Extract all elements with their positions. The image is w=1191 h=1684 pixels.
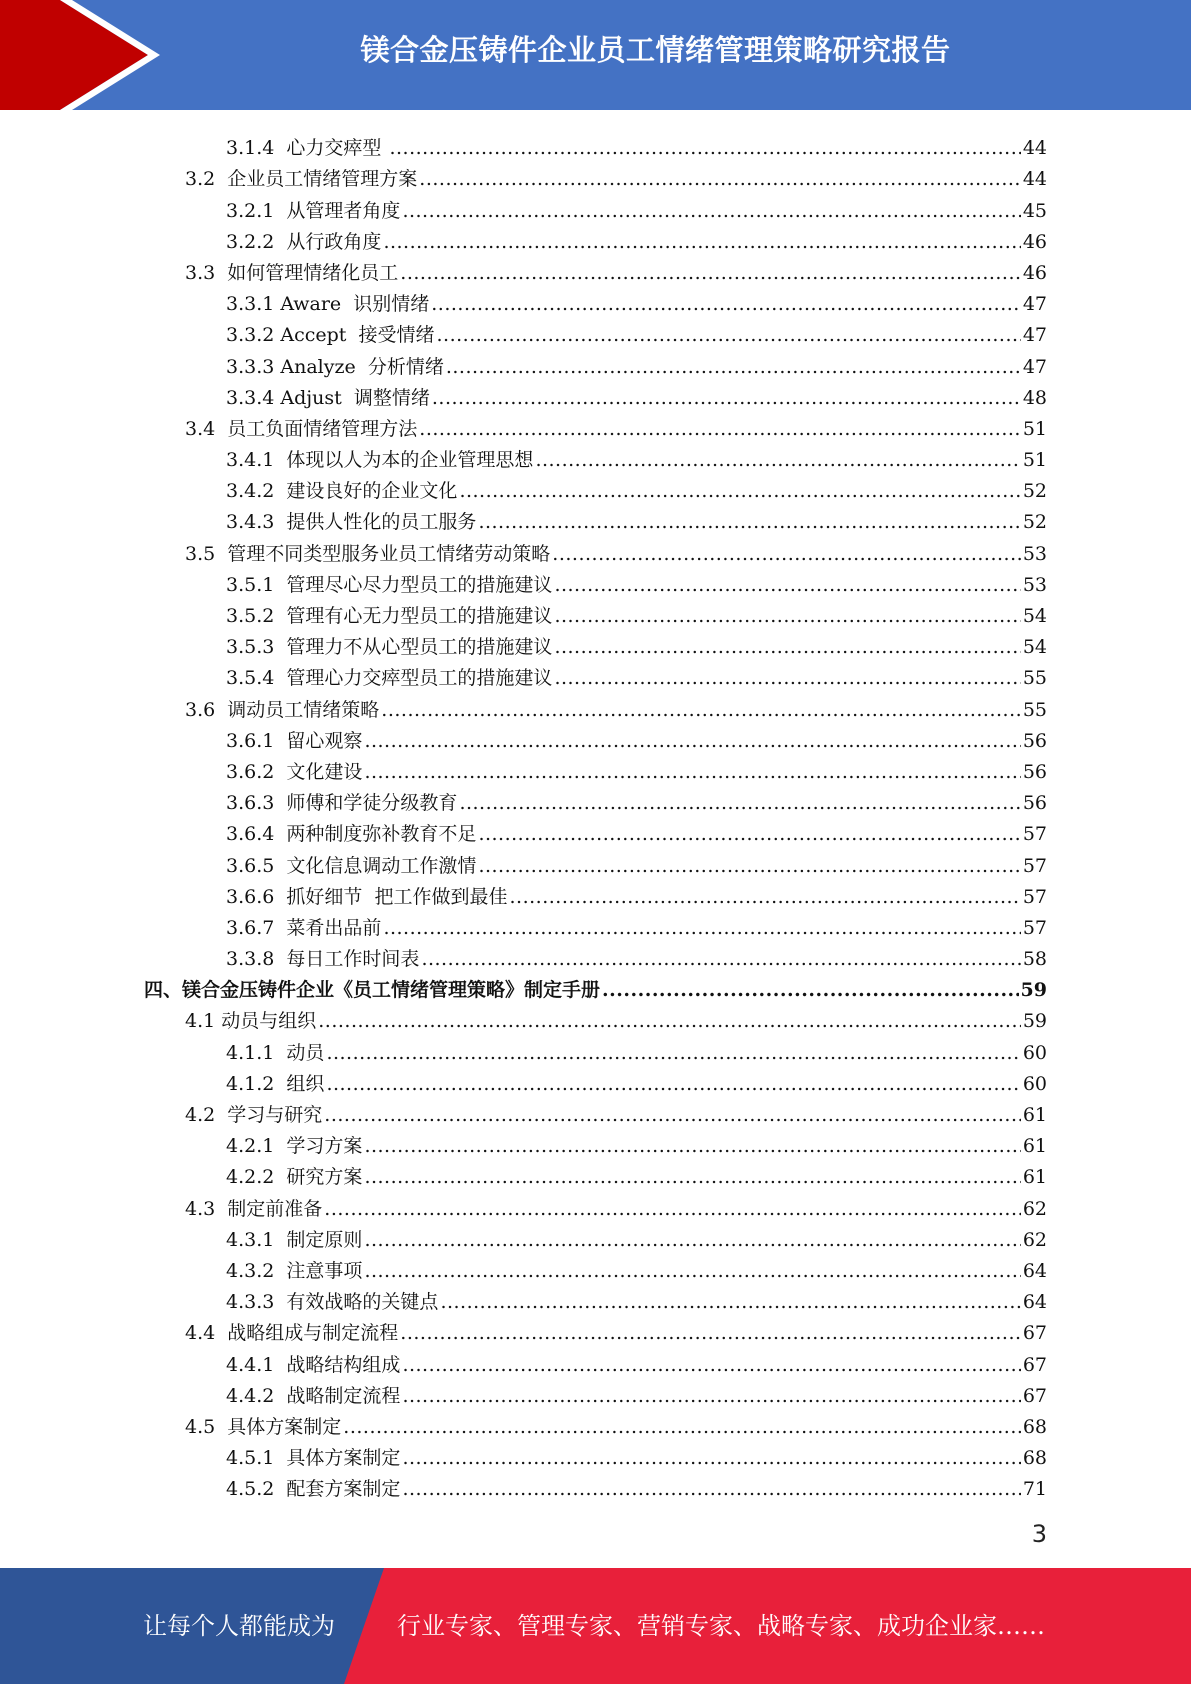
toc-dot-leader (402, 1353, 1020, 1377)
toc-entry-page: 56 (1022, 729, 1047, 752)
toc-dot-leader (402, 1446, 1020, 1470)
toc-entry[interactable] (0, 1002, 1191, 1033)
toc-entry[interactable] (0, 878, 1191, 909)
toc-entry-page: 55 (1022, 698, 1047, 721)
toc-entry-page: 47 (1022, 293, 1047, 316)
toc-entry[interactable] (0, 784, 1191, 815)
toc-entry-page: 52 (1022, 480, 1047, 503)
toc-dot-leader (364, 1228, 1020, 1252)
toc-entry[interactable] (0, 690, 1191, 721)
toc-dot-leader (554, 635, 1020, 659)
toc-entry-title: 3.3.4 Adjust 调整情绪 (226, 386, 430, 409)
toc-entry[interactable] (0, 1377, 1191, 1408)
toc-entry-title: 4.4.2 战略制定流程 (226, 1384, 401, 1407)
toc-entry[interactable] (0, 254, 1191, 285)
toc-entry-title: 3.5 管理不同类型服务业员工情绪劳动策略 (185, 542, 551, 565)
toc-dot-leader (402, 1477, 1020, 1501)
toc-entry-title: 3.4.3 提供人性化的员工服务 (226, 511, 477, 534)
toc-entry-title: 3.5.3 管理力不从心型员工的措施建议 (226, 636, 553, 659)
toc-entry-page: 48 (1022, 386, 1047, 409)
toc-entry[interactable] (0, 316, 1191, 347)
report-title: 镁合金压铸件企业员工情绪管理策略研究报告 (360, 33, 951, 67)
toc-dot-leader (381, 698, 1021, 722)
footer-slogan-left: 让每个人都能成为 (143, 1612, 335, 1640)
toc-entry-title: 3.4.1 体现以人为本的企业管理思想 (226, 449, 534, 472)
toc-entry[interactable] (0, 659, 1191, 690)
toc-entry-page: 46 (1022, 230, 1047, 253)
toc-entry-page: 58 (1022, 948, 1047, 971)
toc-dot-leader (326, 1072, 1020, 1096)
toc-entry-page: 47 (1022, 324, 1047, 347)
toc-entry-title: 3.3.2 Accept 接受情绪 (226, 324, 435, 347)
toc-entry[interactable] (0, 722, 1191, 753)
page-number: 3 (1031, 1520, 1047, 1548)
toc-entry[interactable] (0, 1221, 1191, 1252)
toc-entry[interactable] (0, 1096, 1191, 1127)
toc-entry[interactable] (0, 223, 1191, 254)
toc-entry[interactable] (0, 971, 1191, 1002)
toc-entry[interactable] (0, 597, 1191, 628)
toc-entry-title: 3.3 如何管理情绪化员工 (185, 261, 399, 284)
toc-dot-leader (324, 1103, 1021, 1127)
toc-dot-leader (383, 230, 1020, 254)
toc-entry-page: 56 (1022, 760, 1047, 783)
toc-entry-title: 3.3.8 每日工作时间表 (226, 948, 420, 971)
toc-dot-leader (459, 791, 1020, 815)
toc-entry-title: 3.6.6 抓好细节 把工作做到最佳 (226, 885, 508, 908)
toc-dot-leader (554, 666, 1020, 690)
toc-entry-page: 57 (1022, 916, 1047, 939)
toc-entry-page: 45 (1022, 199, 1047, 222)
toc-entry[interactable] (0, 410, 1191, 441)
toc-entry[interactable] (0, 441, 1191, 472)
toc-entry-title: 3.2 企业员工情绪管理方案 (185, 168, 418, 191)
toc-dot-leader (402, 199, 1020, 223)
toc-dot-leader (554, 604, 1020, 628)
toc-entry-page: 62 (1022, 1228, 1047, 1251)
toc-dot-leader (383, 916, 1020, 940)
toc-dot-leader (478, 510, 1020, 534)
toc-dot-leader (421, 947, 1020, 971)
toc-entry-title: 3.5.2 管理有心无力型员工的措施建议 (226, 605, 553, 627)
toc-entry-page: 61 (1022, 1135, 1047, 1158)
toc-entry-page: 55 (1022, 667, 1047, 690)
toc-dot-leader (364, 1134, 1020, 1158)
toc-entry-page: 47 (1022, 355, 1047, 378)
toc-entry-page: 68 (1022, 1447, 1047, 1470)
toc-entry-title: 3.2.1 从管理者角度 (226, 199, 401, 222)
toc-entry-title: 4.1.1 动员 (226, 1041, 325, 1064)
toc-dot-leader (535, 448, 1020, 472)
toc-entry-title: 4.3.3 有效战略的关键点 (226, 1291, 439, 1314)
toc-entry-page: 59 (1022, 1010, 1047, 1033)
toc-dot-leader (431, 292, 1021, 316)
toc-entry[interactable] (0, 1439, 1191, 1470)
toc-entry[interactable] (0, 1065, 1191, 1096)
toc-entry-title: 3.3.1 Aware 识别情绪 (226, 293, 430, 316)
toc-entry[interactable] (0, 472, 1191, 503)
toc-entry-title: 4.4 战略组成与制定流程 (185, 1322, 399, 1345)
toc-entry-title: 3.6.5 文化信息调动工作激情 (226, 854, 477, 877)
toc-entry[interactable] (0, 1033, 1191, 1064)
toc-entry[interactable] (0, 1314, 1191, 1345)
toc-entry-title: 四、镁合金压铸件企业《员工情绪管理策略》制定手册 (144, 979, 601, 1002)
toc-dot-leader (324, 1197, 1021, 1221)
toc-dot-leader (437, 323, 1021, 347)
toc-entry[interactable] (0, 379, 1191, 410)
toc-dot-leader (364, 760, 1020, 784)
toc-entry-title: 4.5.1 具体方案制定 (226, 1447, 401, 1470)
toc-entry-title: 3.6.4 两种制度弥补教育不足 (226, 823, 477, 846)
toc-entry[interactable] (0, 628, 1191, 659)
toc-dot-leader (364, 1165, 1020, 1189)
toc-dot-leader (364, 1259, 1020, 1283)
toc-entry-page: 64 (1022, 1291, 1047, 1314)
toc-dot-leader (478, 854, 1020, 878)
toc-entry[interactable] (0, 503, 1191, 534)
toc-entry-title: 4.2.1 学习方案 (226, 1135, 363, 1158)
toc-entry[interactable] (0, 909, 1191, 940)
toc-entry[interactable] (0, 1408, 1191, 1439)
toc-entry-title: 4.3 制定前准备 (185, 1197, 323, 1220)
footer-slogan-right: 行业专家、管理专家、营销专家、战略专家、成功企业家…… (397, 1612, 1045, 1640)
toc-entry-page: 61 (1022, 1166, 1047, 1189)
toc-entry-title: 4.5 具体方案制定 (185, 1415, 342, 1438)
toc-dot-leader (400, 261, 1021, 285)
toc-entry-title: 3.4 员工负面情绪管理方法 (185, 417, 418, 440)
toc-entry-title: 3.6.2 文化建设 (226, 760, 363, 783)
toc-entry[interactable] (0, 347, 1191, 378)
toc-entry-page: 53 (1022, 542, 1047, 565)
toc-entry-page: 51 (1022, 417, 1047, 440)
toc-entry-title: 3.6.3 师傅和学徒分级教育 (226, 792, 458, 815)
footer-banner (0, 1568, 1191, 1684)
toc-entry-page: 60 (1022, 1072, 1047, 1095)
toc-entry-page: 68 (1022, 1415, 1047, 1438)
toc-dot-leader (478, 822, 1020, 846)
toc-entry-title: 4.4.1 战略结构组成 (226, 1353, 401, 1376)
toc-entry[interactable] (0, 534, 1191, 565)
toc-dot-leader (419, 167, 1021, 191)
toc-entry[interactable] (0, 1252, 1191, 1283)
toc-entry[interactable] (0, 566, 1191, 597)
toc-entry[interactable] (0, 1345, 1191, 1376)
toc-entry-title: 3.1.4 心力交瘁型 (226, 137, 388, 160)
toc-dot-leader (402, 1384, 1020, 1408)
toc-entry[interactable] (0, 1283, 1191, 1314)
toc-dot-leader (419, 417, 1021, 441)
toc-dot-leader (602, 978, 1019, 1002)
toc-entry[interactable] (0, 1470, 1191, 1501)
toc-entry-page: 44 (1022, 137, 1047, 160)
toc-entry[interactable] (0, 940, 1191, 971)
toc-entry[interactable] (0, 160, 1191, 191)
toc-entry-page: 57 (1022, 823, 1047, 846)
toc-dot-leader (343, 1415, 1021, 1439)
header-arrow-decoration (0, 0, 160, 110)
toc-dot-leader (326, 1041, 1020, 1065)
toc-entry-title: 4.2 学习与研究 (185, 1104, 323, 1126)
header-banner (0, 0, 1191, 110)
toc-entry-page: 57 (1022, 885, 1047, 908)
toc-entry-page: 60 (1022, 1041, 1047, 1064)
toc-entry-title: 4.3.1 制定原则 (226, 1228, 363, 1251)
toc-entry-title: 4.2.2 研究方案 (226, 1166, 363, 1189)
toc-entry-title: 4.1.2 组织 (226, 1072, 325, 1095)
toc-entry-page: 56 (1022, 792, 1047, 815)
toc-entry-title: 3.5.1 管理尽心尽力型员工的措施建议 (226, 573, 553, 596)
toc-entry-page: 52 (1022, 511, 1047, 534)
toc-entry-page: 54 (1022, 636, 1047, 659)
toc-entry-page: 61 (1022, 1104, 1047, 1126)
toc-entry[interactable] (0, 846, 1191, 877)
toc-entry-page: 59 (1020, 979, 1047, 1002)
toc-entry-page: 57 (1022, 854, 1047, 877)
toc-entry-title: 3.6 调动员工情绪策略 (185, 698, 380, 721)
toc-entry-page: 46 (1022, 261, 1047, 284)
toc-entry[interactable] (0, 815, 1191, 846)
toc-dot-leader (318, 1009, 1021, 1033)
toc-entry-page: 62 (1022, 1197, 1047, 1220)
table-of-contents (0, 129, 1191, 1501)
toc-dot-leader (440, 1290, 1020, 1314)
toc-entry[interactable] (0, 1158, 1191, 1189)
toc-entry-page: 67 (1022, 1353, 1047, 1376)
toc-entry-page: 64 (1022, 1259, 1047, 1282)
toc-entry-page: 44 (1022, 168, 1047, 191)
toc-entry-title: 3.6.1 留心观察 (226, 729, 363, 752)
toc-entry-title: 4.1 动员与组织 (185, 1010, 317, 1033)
toc-dot-leader (459, 479, 1020, 503)
toc-entry-title: 3.5.4 管理心力交瘁型员工的措施建议 (226, 667, 553, 690)
toc-entry[interactable] (0, 129, 1191, 160)
toc-entry-title: 3.3.3 Analyze 分析情绪 (226, 355, 444, 378)
toc-dot-leader (510, 885, 1021, 909)
toc-dot-leader (400, 1321, 1021, 1345)
toc-entry-page: 67 (1022, 1322, 1047, 1345)
toc-entry[interactable] (0, 285, 1191, 316)
toc-entry-title: 3.4.2 建设良好的企业文化 (226, 480, 458, 503)
toc-dot-leader (432, 386, 1021, 410)
toc-entry-page: 67 (1022, 1384, 1047, 1407)
toc-entry[interactable] (0, 753, 1191, 784)
toc-entry[interactable] (0, 1127, 1191, 1158)
toc-dot-leader (552, 542, 1021, 566)
toc-entry-page: 51 (1022, 449, 1047, 472)
toc-dot-leader (554, 573, 1020, 597)
toc-entry-title: 3.2.2 从行政角度 (226, 230, 382, 253)
toc-dot-leader (389, 136, 1020, 160)
toc-entry-page: 71 (1022, 1478, 1047, 1501)
toc-entry-page: 53 (1022, 573, 1047, 596)
toc-entry-page: 54 (1022, 605, 1047, 627)
toc-entry-title: 4.3.2 注意事项 (226, 1259, 363, 1282)
toc-entry-title: 3.6.7 菜肴出品前 (226, 916, 382, 939)
toc-entry[interactable] (0, 191, 1191, 222)
toc-dot-leader (364, 729, 1020, 753)
toc-dot-leader (446, 355, 1021, 379)
toc-entry[interactable] (0, 1189, 1191, 1220)
toc-entry-title: 4.5.2 配套方案制定 (226, 1478, 401, 1501)
